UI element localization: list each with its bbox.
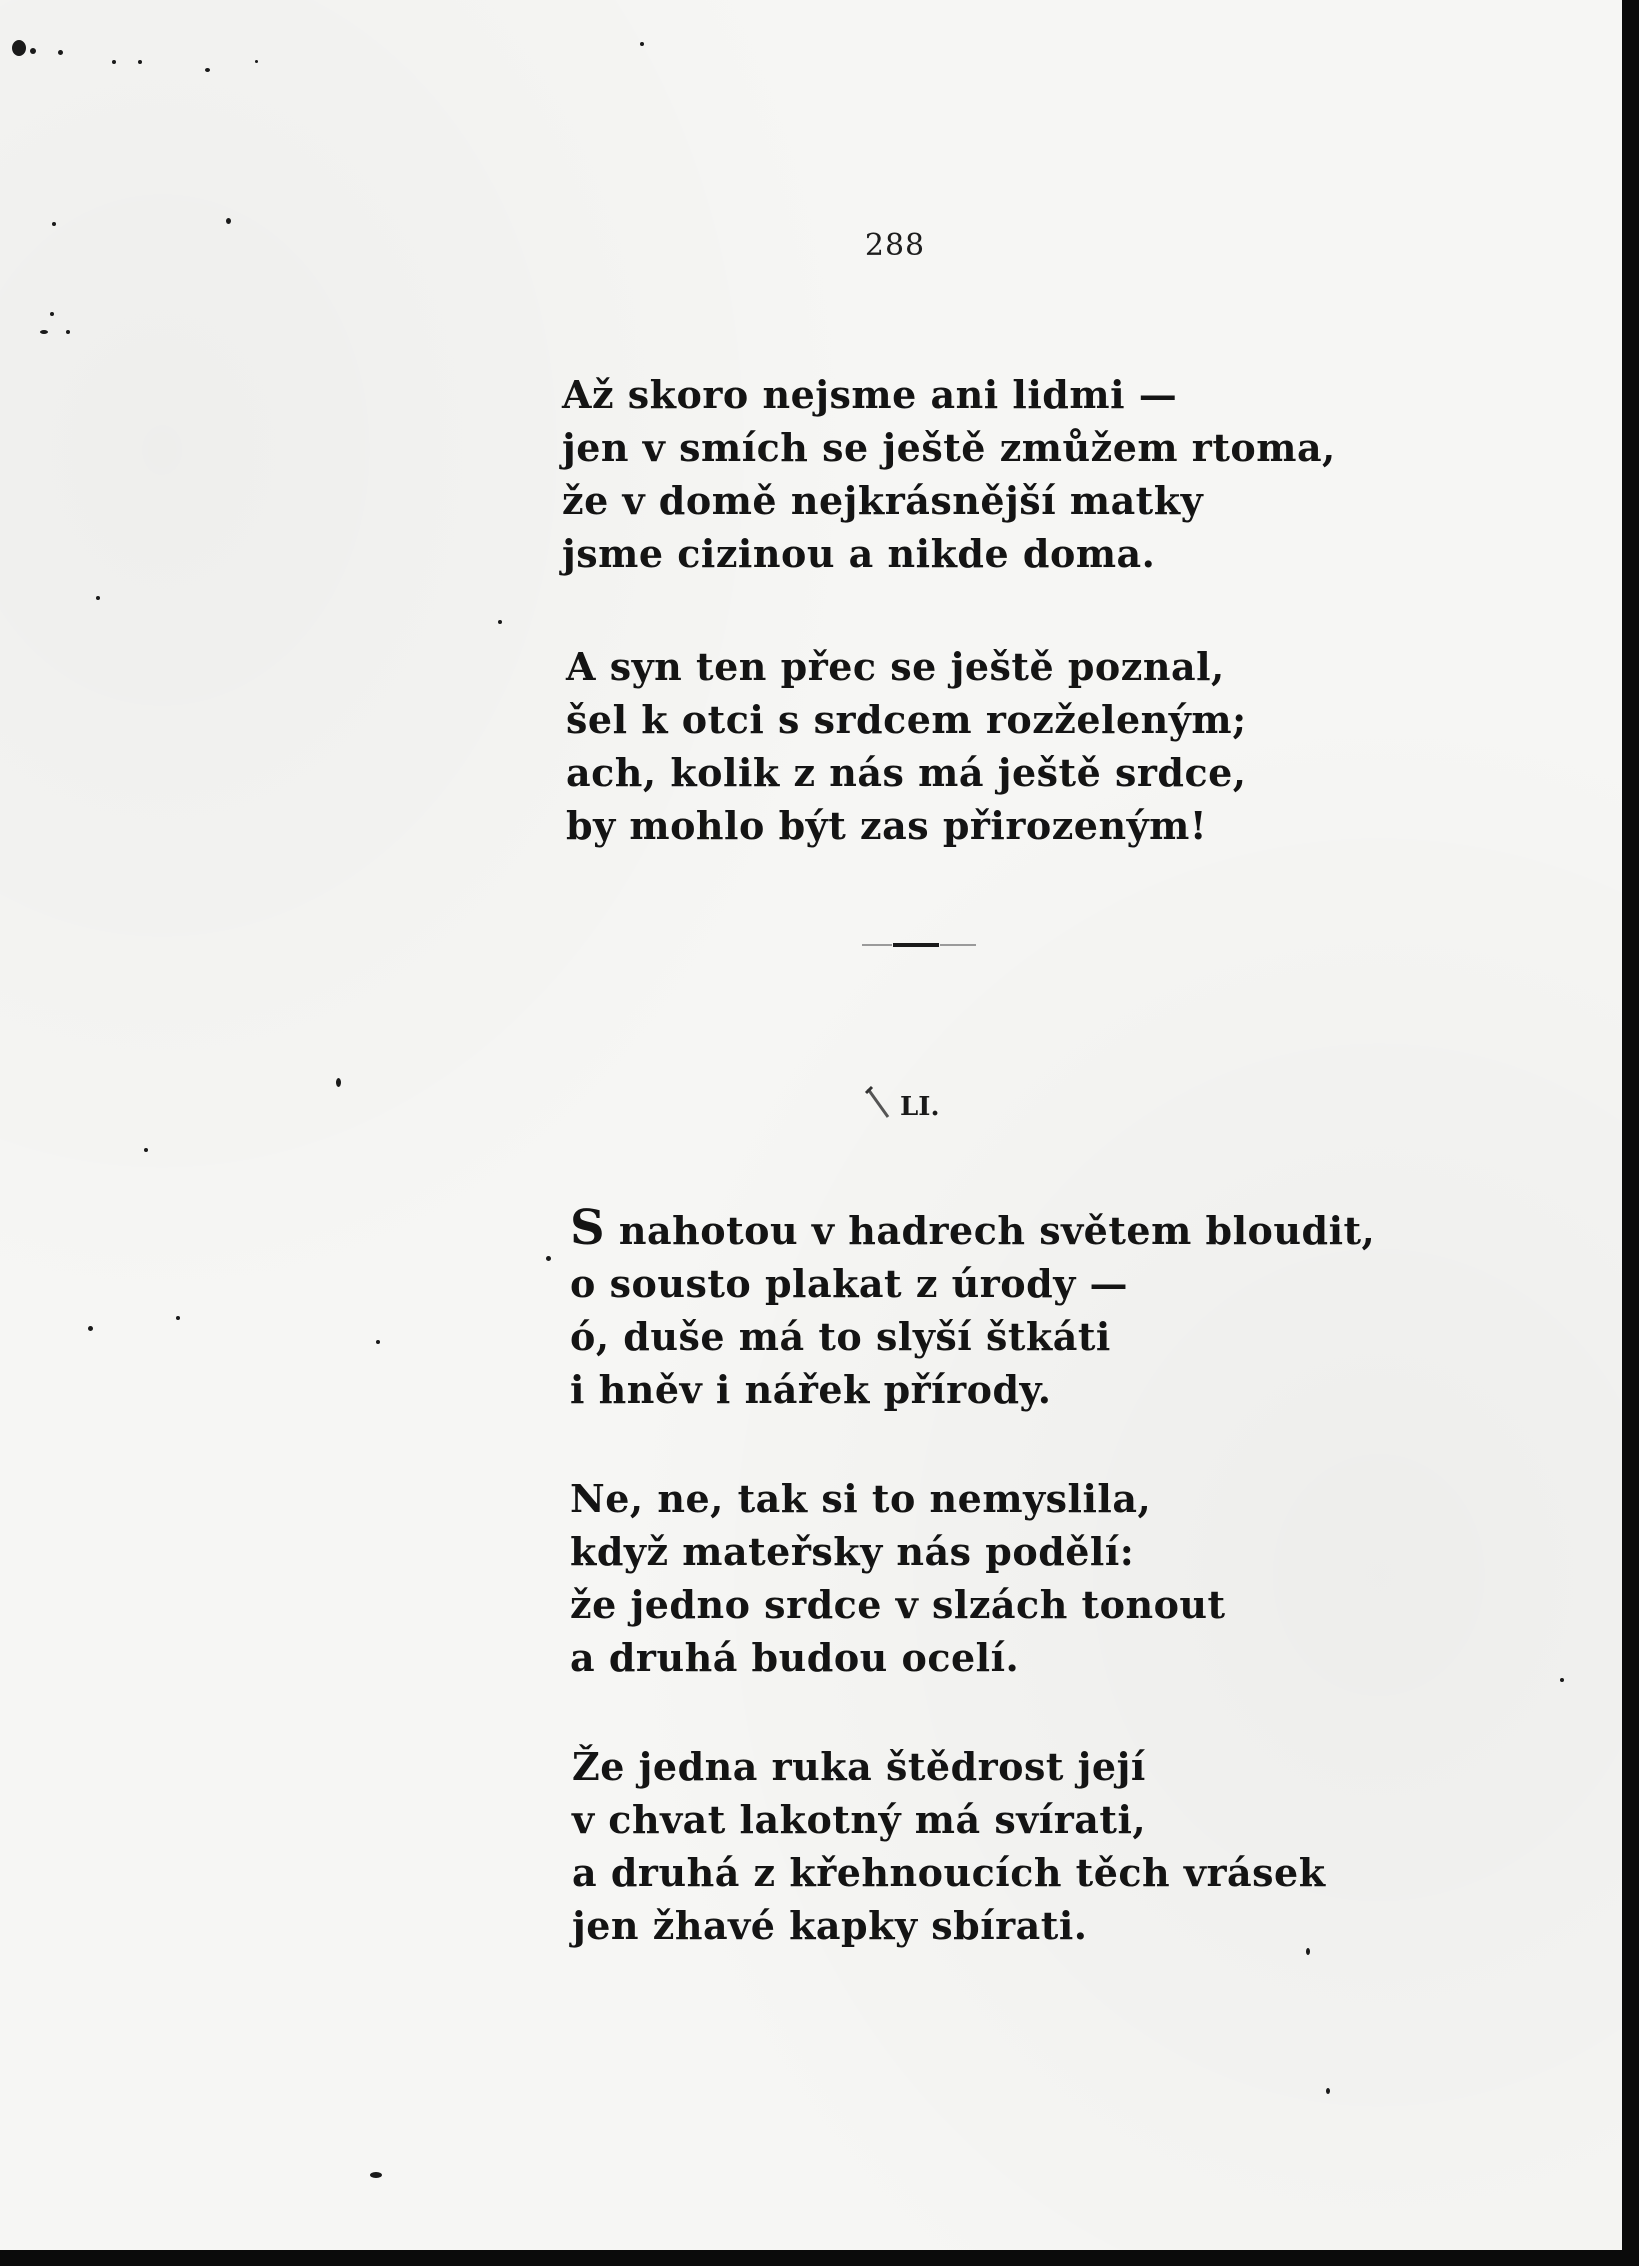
section-number: LI.: [900, 1092, 940, 1122]
scan-speck: [376, 1340, 380, 1344]
page-number: 288: [864, 228, 926, 263]
stanza: [562, 368, 1336, 580]
scan-speck: [112, 60, 116, 64]
scan-speck: [176, 1316, 180, 1320]
scan-speck: [144, 1148, 148, 1152]
scan-speck: [138, 60, 142, 64]
divider-right-rule: [940, 944, 976, 946]
verse-line: šel k otci s srdcem rozželeným;: [566, 697, 1247, 742]
scan-speck: [226, 218, 231, 224]
initial-letter: S: [570, 1200, 606, 1256]
verse-line: [570, 1200, 1376, 1257]
scan-speck: [1326, 2088, 1330, 2094]
stanza: [570, 1472, 1226, 1684]
pencil-tick-mark: [862, 1083, 896, 1123]
verse-line: Až skoro nejsme ani lidmi —: [562, 372, 1178, 417]
verse-line: že jedno srdce v slzách tonout: [570, 1582, 1226, 1627]
verse-line-text: nahotou v hadrech světem bloudit,: [605, 1208, 1376, 1253]
verse-line: a druhá z křehnoucích těch vrásek: [572, 1850, 1326, 1895]
verse-line: že v domě nejkrásnější matky: [562, 478, 1204, 523]
verse-line: v chvat lakotný má svírati,: [572, 1797, 1147, 1842]
verse-line: a druhá budou ocelí.: [570, 1635, 1020, 1680]
verse-line: i hněv i nářek přírody.: [570, 1367, 1052, 1412]
scan-speck: [58, 50, 63, 55]
stanza: [572, 1740, 1326, 1952]
verse-line: jsme cizinou a nikde doma.: [562, 531, 1156, 576]
verse-line: jen žhavé kapky sbírati.: [572, 1903, 1088, 1948]
verse-line: ach, kolik z nás má ještě srdce,: [566, 750, 1247, 795]
scan-speck: [30, 48, 36, 54]
scan-speck: [255, 60, 258, 63]
scan-speck: [88, 1326, 93, 1331]
scan-speck: [1560, 1678, 1564, 1682]
verse-line: A syn ten přec se ještě poznal,: [566, 644, 1225, 689]
stanza: [570, 1200, 1376, 1416]
scan-speck: [50, 312, 54, 316]
verse-line: ó, duše má to slyší štkáti: [570, 1314, 1111, 1359]
scan-speck: [498, 620, 502, 624]
verse-line: o sousto plakat z úrody —: [570, 1261, 1129, 1306]
scan-speck: [40, 330, 48, 334]
scan-speck: [205, 68, 210, 72]
scan-speck: [66, 330, 70, 334]
scan-speck: [640, 42, 644, 46]
divider-left-rule: [862, 944, 892, 946]
scan-speck: [12, 40, 26, 56]
stanza: [566, 640, 1247, 852]
scan-speck: [546, 1256, 551, 1261]
scan-speck: [96, 596, 100, 600]
scan-speck: [370, 2172, 382, 2178]
scan-speck: [52, 222, 56, 226]
verse-line: když mateřsky nás podělí:: [570, 1529, 1135, 1574]
verse-line: by mohlo být zas přirozeným!: [566, 803, 1208, 848]
verse-line: Že jedna ruka štědrost její: [572, 1744, 1146, 1789]
section-divider: [893, 943, 939, 947]
scan-speck: [336, 1078, 341, 1087]
verse-line: Ne, ne, tak si to nemyslila,: [570, 1476, 1152, 1521]
verse-line: jen v smích se ještě zmůžem rtoma,: [562, 425, 1336, 470]
